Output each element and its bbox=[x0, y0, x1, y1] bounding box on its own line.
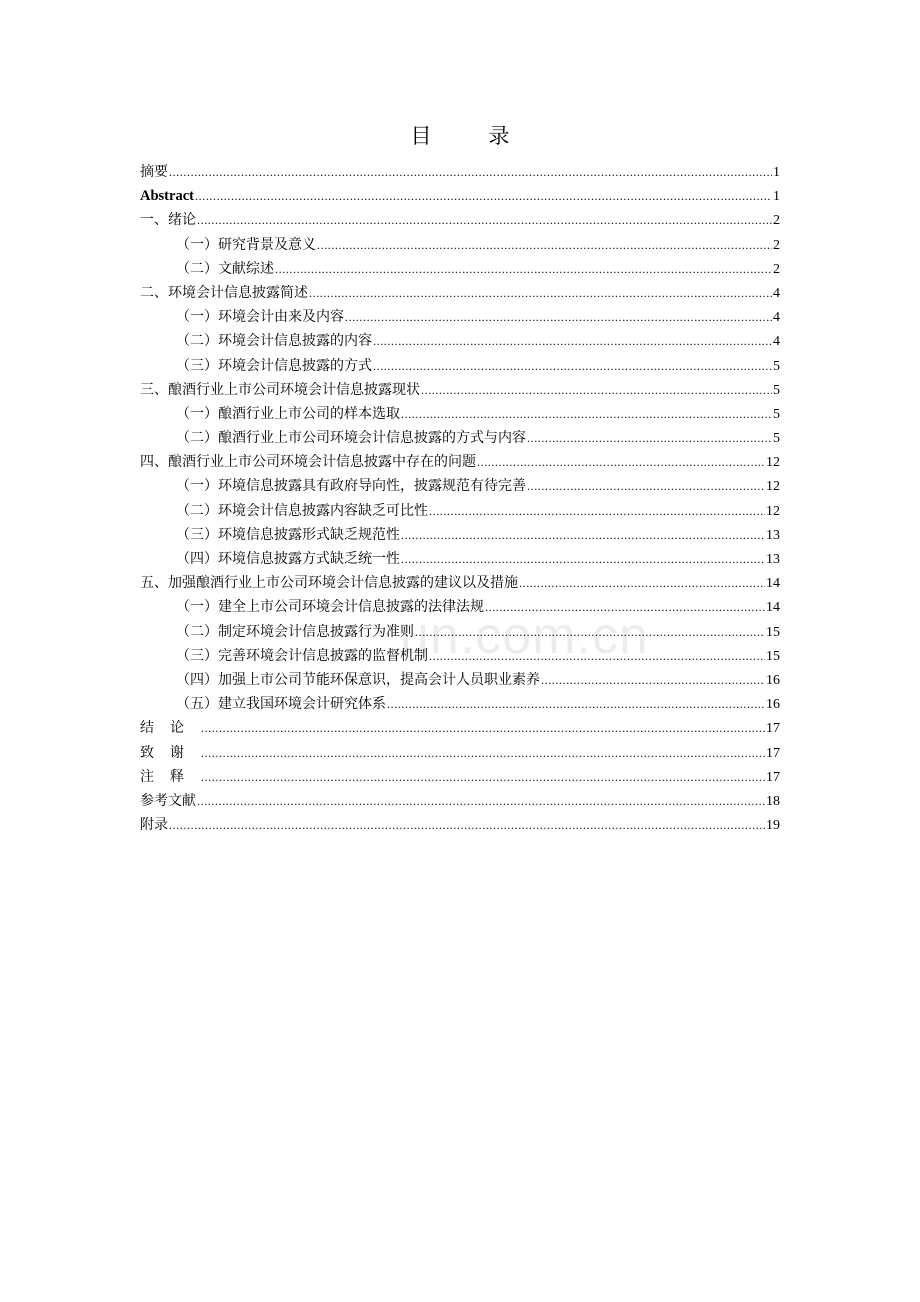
toc-entry[interactable] bbox=[140, 474, 780, 498]
toc-entry[interactable] bbox=[140, 257, 780, 281]
dot-leader bbox=[429, 499, 765, 523]
toc-entry[interactable] bbox=[140, 692, 780, 716]
watermark: un.com.cn bbox=[400, 607, 649, 665]
toc-entry-page-number: 17 bbox=[766, 745, 780, 761]
toc-entry-page-number: 4 bbox=[773, 310, 780, 326]
toc-entry-page-number: 1 bbox=[773, 189, 780, 205]
toc-entry[interactable] bbox=[140, 402, 780, 426]
toc-entry-label: （五）建立我国环境会计研究体系 bbox=[176, 696, 386, 713]
toc-entry[interactable] bbox=[140, 789, 780, 813]
toc-entry-label: 一、绪论 bbox=[140, 212, 196, 229]
toc-entry[interactable] bbox=[140, 765, 780, 789]
dot-leader bbox=[345, 305, 772, 329]
toc-entry[interactable] bbox=[140, 354, 780, 378]
toc-entry-page-number: 12 bbox=[766, 455, 780, 471]
toc-entry[interactable] bbox=[140, 716, 780, 740]
dot-leader bbox=[527, 426, 772, 450]
toc-entry-label: 附录 bbox=[140, 817, 168, 834]
toc-entry[interactable] bbox=[140, 184, 780, 208]
toc-entry-label: （三）环境信息披露形式缺乏规范性 bbox=[176, 526, 400, 543]
toc-entry-page-number: 4 bbox=[773, 334, 780, 350]
dot-leader bbox=[197, 208, 772, 232]
toc-entry-label: （一）环境信息披露具有政府导向性，披露规范有待完善 bbox=[176, 478, 526, 495]
toc-entry-page-number: 13 bbox=[766, 552, 780, 567]
toc-entry-label: （三）完善环境会计信息披露的监督机制 bbox=[176, 647, 428, 664]
toc-entry-page-number: 17 bbox=[766, 721, 780, 737]
dot-leader bbox=[519, 571, 765, 595]
toc-entry-label: 参考文献 bbox=[140, 792, 196, 809]
dot-leader bbox=[317, 233, 772, 257]
dot-leader bbox=[309, 281, 772, 305]
dot-leader bbox=[195, 184, 772, 208]
toc-entry-label: 摘要 bbox=[140, 164, 168, 180]
toc-entry[interactable] bbox=[140, 450, 780, 474]
toc-entry-page-number: 19 bbox=[766, 818, 780, 834]
toc-entry-page-number: 17 bbox=[766, 769, 780, 785]
toc-entry-label: （四）环境信息披露方式缺乏统一性 bbox=[176, 551, 400, 567]
toc-entry[interactable] bbox=[140, 547, 780, 571]
toc-entry[interactable] bbox=[140, 571, 780, 595]
toc-entry-label: （二）制定环境会计信息披露行为准则 bbox=[176, 623, 414, 640]
toc-entry-page-number: 13 bbox=[766, 527, 780, 543]
toc-entry[interactable] bbox=[140, 233, 780, 257]
toc-entry-page-number: 2 bbox=[773, 213, 780, 229]
dot-leader bbox=[373, 354, 772, 378]
dot-leader bbox=[201, 741, 765, 765]
dot-leader bbox=[275, 257, 772, 281]
toc-entry-label: （一）环境会计由来及内容 bbox=[176, 309, 344, 326]
toc-entry-page-number: 16 bbox=[766, 672, 780, 688]
toc-entry-page-number: 5 bbox=[773, 358, 780, 374]
dot-leader bbox=[169, 813, 765, 837]
dot-leader bbox=[373, 329, 772, 353]
toc-entry-label: （二）酿酒行业上市公司环境会计信息披露的方式与内容 bbox=[176, 430, 526, 447]
toc-entry-page-number: 14 bbox=[766, 600, 780, 616]
dot-leader bbox=[541, 668, 765, 692]
toc-entry-label: 致谢 bbox=[140, 744, 200, 761]
dot-leader bbox=[197, 789, 765, 813]
toc-entry-label: （二）环境会计信息披露的内容 bbox=[176, 333, 372, 350]
toc-entry-page-number: 16 bbox=[766, 697, 780, 713]
toc-entry-label: 五、加强酿酒行业上市公司环境会计信息披露的建议以及措施 bbox=[140, 575, 518, 592]
toc-entry[interactable] bbox=[140, 741, 780, 765]
dot-leader bbox=[401, 402, 772, 426]
toc-entry[interactable] bbox=[140, 523, 780, 547]
toc-entry-page-number: 1 bbox=[773, 165, 780, 180]
dot-leader bbox=[477, 450, 765, 474]
dot-leader bbox=[421, 378, 772, 402]
toc-entry-label: （四）加强上市公司节能环保意识，提高会计人员职业素养 bbox=[176, 671, 540, 688]
dot-leader bbox=[401, 547, 765, 571]
toc-entry-page-number: 12 bbox=[766, 503, 780, 519]
dot-leader bbox=[201, 765, 765, 789]
toc-entry-label: （三）环境会计信息披露的方式 bbox=[176, 357, 372, 374]
toc-entry[interactable] bbox=[140, 305, 780, 329]
toc-entry-page-number: 2 bbox=[773, 237, 780, 253]
toc-entry-page-number: 15 bbox=[766, 648, 780, 664]
toc-entry[interactable] bbox=[140, 668, 780, 692]
toc-entry-label: （二）环境会计信息披露内容缺乏可比性 bbox=[176, 502, 428, 519]
toc-entry-label: （二）文献综述 bbox=[176, 260, 274, 277]
toc-entry-page-number: 14 bbox=[766, 576, 780, 592]
toc-entry-label: 四、酿酒行业上市公司环境会计信息披露中存在的问题 bbox=[140, 454, 476, 471]
toc-entry[interactable] bbox=[140, 499, 780, 523]
table-of-contents bbox=[140, 160, 780, 837]
dot-leader bbox=[387, 692, 765, 716]
toc-entry[interactable] bbox=[140, 426, 780, 450]
toc-entry-page-number: 5 bbox=[773, 406, 780, 422]
toc-entry[interactable] bbox=[140, 329, 780, 353]
toc-entry-label: 结论 bbox=[140, 720, 200, 737]
toc-entry-page-number: 15 bbox=[766, 624, 780, 640]
toc-entry-label: 二、环境会计信息披露简述 bbox=[140, 284, 308, 301]
toc-entry-page-number: 12 bbox=[766, 479, 780, 495]
dot-leader bbox=[169, 160, 772, 184]
dot-leader bbox=[527, 474, 765, 498]
toc-entry[interactable] bbox=[140, 281, 780, 305]
dot-leader bbox=[201, 716, 765, 740]
toc-entry-page-number: 5 bbox=[773, 382, 780, 398]
toc-entry-label: 三、酿酒行业上市公司环境会计信息披露现状 bbox=[140, 381, 420, 398]
toc-entry-label: （一）研究背景及意义 bbox=[176, 236, 316, 253]
toc-entry-page-number: 18 bbox=[766, 793, 780, 809]
toc-entry-label: 注释 bbox=[140, 768, 200, 785]
toc-entry-label: （一）酿酒行业上市公司的样本选取 bbox=[176, 405, 400, 422]
toc-entry-page-number: 2 bbox=[773, 261, 780, 277]
toc-entry[interactable] bbox=[140, 813, 780, 837]
toc-entry-page-number: 4 bbox=[773, 285, 780, 301]
toc-entry[interactable] bbox=[140, 160, 780, 184]
toc-entry-page-number: 5 bbox=[773, 431, 780, 447]
toc-title: 目 录 bbox=[410, 124, 528, 148]
dot-leader bbox=[401, 523, 765, 547]
toc-entry[interactable] bbox=[140, 378, 780, 402]
toc-entry-label: Abstract bbox=[140, 188, 194, 205]
toc-entry[interactable] bbox=[140, 208, 780, 232]
toc-entry-label: （一）建全上市公司环境会计信息披露的法律法规 bbox=[176, 599, 484, 616]
